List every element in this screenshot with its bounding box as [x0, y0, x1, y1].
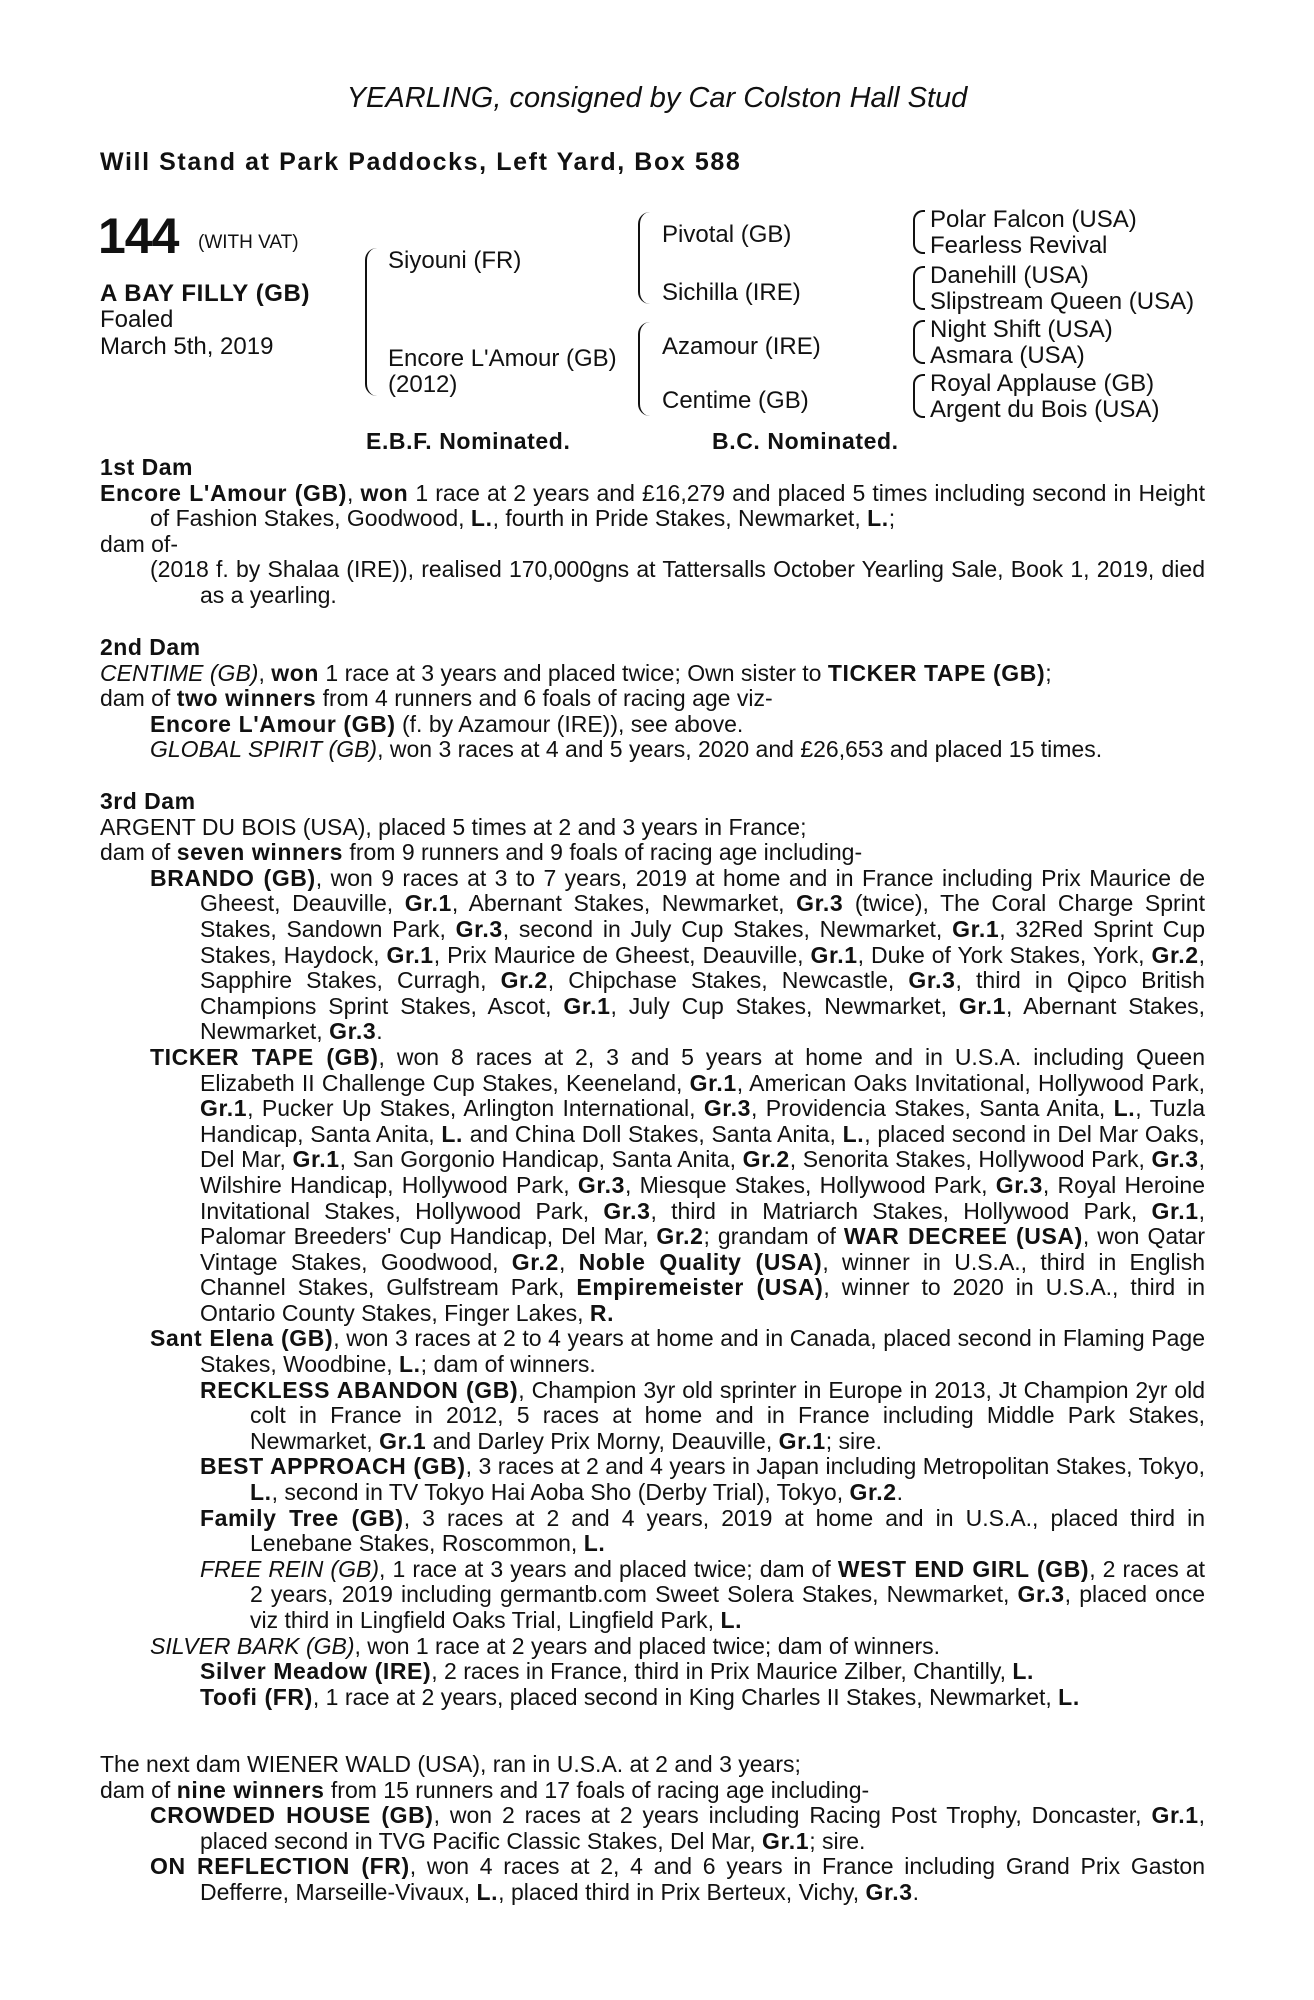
g3-name: Danehill (USA): [930, 262, 1089, 289]
produce-entry: Toofi (FR), 1 race at 2 years, placed second in King Charles II Stakes, Newmarket, L.: [200, 1683, 1080, 1710]
brace-g3-1: [913, 210, 925, 254]
lot-number: 144: [98, 208, 179, 264]
produce-entry: BEST APPROACH (GB), 3 races at 2 and 4 years in Japan including Metropolitan Stakes, Tokyo, L., second in TV Tokyo Hai Aoba Sho (Derby Trial), Tokyo, Gr.2.: [200, 1453, 1206, 1506]
foaled-date: March 5th, 2019: [100, 333, 274, 360]
g3-name: Night Shift (USA): [930, 316, 1113, 343]
section-heading: 3rd Dam: [100, 788, 196, 814]
third-dam-section: [100, 789, 1205, 1710]
g3-name: Slipstream Queen (USA): [930, 288, 1195, 315]
produce-entry: Silver Meadow (IRE), 2 races in France, third in Prix Maurice Zilber, Chantilly, L.: [200, 1658, 1035, 1685]
section-heading: 1st Dam: [100, 454, 193, 480]
dam-of-line: dam of nine winners from 15 runners and 17 foals of racing age including-: [100, 1776, 870, 1803]
dam-record: Encore L'Amour (GB), won 1 race at 2 years and £16,279 and placed 5 times including second in Height of Fashion Stakes, Goodwood, L., fourth in Pride Stakes, Newmarket, L.;: [100, 479, 1205, 532]
first-dam-section: [100, 455, 1205, 609]
section-heading: 2nd Dam: [100, 634, 201, 660]
lot-name: A BAY FILLY (GB): [100, 280, 311, 307]
produce-entry: SILVER BARK (GB), won 1 race at 2 years and placed twice; dam of winners.: [150, 1632, 941, 1659]
vat-note: (WITH VAT): [198, 232, 299, 253]
dam-of-label: dam of-: [100, 530, 178, 557]
produce-entry: GLOBAL SPIRIT (GB), won 3 races at 4 and 5 years, 2020 and £26,653 and placed 15 times.: [150, 736, 1103, 763]
produce-entry: ON REFLECTION (FR), won 4 races at 2, 4 and 6 years in France including Grand Prix Gaston Defferre, Marseille-Vivaux, L., placed third in Prix Berteux, Vichy, Gr.3.: [150, 1853, 1205, 1905]
produce-entry: Encore L'Amour (GB) (f. by Azamour (IRE)), see above.: [150, 710, 744, 737]
next-dam-section: [100, 1752, 1205, 1906]
produce-entry: BRANDO (GB), won 9 races at 3 to 7 years, 2019 at home and in France including Prix Maurice de Gheest, Deauville, Gr.1, Abernant Stakes, Newmarket, Gr.3 (twice), The Coral Charge Sprint Stakes, Sandown Park, Gr.3, second in July Cup Stakes, Newmarket, Gr.1, 32Red Sprint Cup Stakes, Haydock, Gr.1, Prix Maurice de Gheest, Deauville, Gr.1, Duke of York Stakes, York, Gr.2, Sapphire Stakes, Curragh, Gr.2, Chipchase Stakes, Newcastle, Gr.3, third in Qipco British Champions Sprint Stakes, Ascot, Gr.1, July Cup Stakes, Newmarket, Gr.1, Abernant Stakes, Newmarket, Gr.3.: [150, 864, 1206, 1045]
produce-entry: FREE REIN (GB), 1 race at 3 years and placed twice; dam of WEST END GIRL (GB), 2 races at 2 years, 2019 including germantb.com Sweet Solera Stakes, Newmarket, Gr.3, placed once viz third in Lingfield Oaks Trial, Lingfield Park, L.: [200, 1555, 1206, 1633]
dam-record: CENTIME (GB), won 1 race at 3 years and placed twice; Own sister to TICKER TAPE (GB);: [100, 659, 1052, 686]
sire: Siyouni (FR): [388, 247, 522, 274]
brace-sire: [638, 212, 650, 304]
g3-name: Argent du Bois (USA): [930, 396, 1160, 423]
brace-dam: [638, 322, 650, 416]
bc-nominated: B.C. Nominated.: [712, 428, 899, 454]
produce-entry: TICKER TAPE (GB), won 8 races at 2, 3 and 5 years at home and in U.S.A. including Queen Elizabeth II Challenge Cup Stakes, Keeneland, Gr.1, American Oaks Invitational, Hollywood Park, Gr.1, Pucker Up Stakes, Arlington International, Gr.3, Providencia Stakes, Santa Anita, L., Tuzla Handicap, Santa Anita, L. and China Doll Stakes, Santa Anita, L., placed second in Del Mar Oaks, Del Mar, Gr.1, San Gorgonio Handicap, Santa Anita, Gr.2, Senorita Stakes, Hollywood Park, Gr.3, Wilshire Handicap, Hollywood Park, Gr.3, Miesque Stakes, Hollywood Park, Gr.3, Royal Heroine Invitational Stakes, Hollywood Park, Gr.3, third in Matriarch Stakes, Hollywood Park, Gr.1, Palomar Breeders' Cup Handicap, Del Mar, Gr.2; grandam of WAR DECREE (USA), won Qatar Vintage Stakes, Goodwood, Gr.2, Noble Quality (USA), winner in U.S.A., third in English Channel Stakes, Gulfstream Park, Empiremeister (USA), winner to 2020 in U.S.A., third in Ontario County Stakes, Finger Lakes, R.: [150, 1043, 1206, 1326]
g3-name: Asmara (USA): [930, 342, 1085, 369]
dam-year: (2012): [388, 371, 458, 398]
brace-g3-3: [913, 320, 925, 364]
produce-entry: Family Tree (GB), 3 races at 2 and 4 years, 2019 at home and in U.S.A., placed third in Lenebane Stakes, Roscommon, L.: [200, 1504, 1205, 1557]
second-dam-section: [100, 635, 1205, 763]
dam-of-line: dam of two winners from 4 runners and 6 foals of racing age viz-: [100, 685, 773, 712]
g3-name: Fearless Revival: [930, 232, 1108, 259]
g3-name: Royal Applause (GB): [930, 370, 1155, 397]
sire-dam: Sichilla (IRE): [662, 279, 801, 306]
brace-g3-4: [913, 374, 925, 418]
produce-entry: CROWDED HOUSE (GB), won 2 races at 2 years including Racing Post Trophy, Doncaster, Gr.1, placed second in TVG Pacific Classic Stakes, Del Mar, Gr.1; sire.: [150, 1802, 1205, 1854]
brace-g3-2: [913, 266, 925, 310]
dam-sire: Azamour (IRE): [662, 333, 821, 360]
dam: Encore L'Amour (GB): [388, 345, 617, 372]
produce-entry: Sant Elena (GB), won 3 races at 2 to 4 years at home and in Canada, placed second in Flaming Page Stakes, Woodbine, L.; dam of winners.: [150, 1325, 1205, 1378]
ebf-nominated: E.B.F. Nominated.: [366, 428, 571, 454]
sire-sire: Pivotal (GB): [662, 221, 792, 248]
dam-of-line: dam of seven winners from 9 runners and 9 foals of racing age including-: [100, 839, 863, 866]
dam-record: The next dam WIENER WALD (USA), ran in U.S.A. at 2 and 3 years;: [100, 1751, 801, 1777]
dam-record: ARGENT DU BOIS (USA), placed 5 times at 2 and 3 years in France;: [100, 813, 807, 840]
produce-entry: RECKLESS ABANDON (GB), Champion 3yr old sprinter in Europe in 2013, Jt Champion 2yr old colt in France in 2012, 5 races at home and in France including Middle Park Stakes, Newmarket, Gr.1 and Darley Prix Morny, Deauville, Gr.1; sire.: [200, 1376, 1206, 1454]
stand-location: Will Stand at Park Paddocks, Left Yard, Box 588: [100, 148, 742, 176]
foaled-label: Foaled: [100, 306, 174, 333]
page-title: YEARLING, consigned by Car Colston Hall Stud: [346, 82, 968, 114]
g3-name: Polar Falcon (USA): [930, 206, 1137, 233]
brace-gen1: [365, 248, 377, 396]
dam-dam: Centime (GB): [662, 387, 809, 414]
produce-entry: (2018 f. by Shalaa (IRE)), realised 170,000gns at Tattersalls October Yearling Sale, Book 1, 2019, died as a yearling.: [150, 556, 1205, 608]
